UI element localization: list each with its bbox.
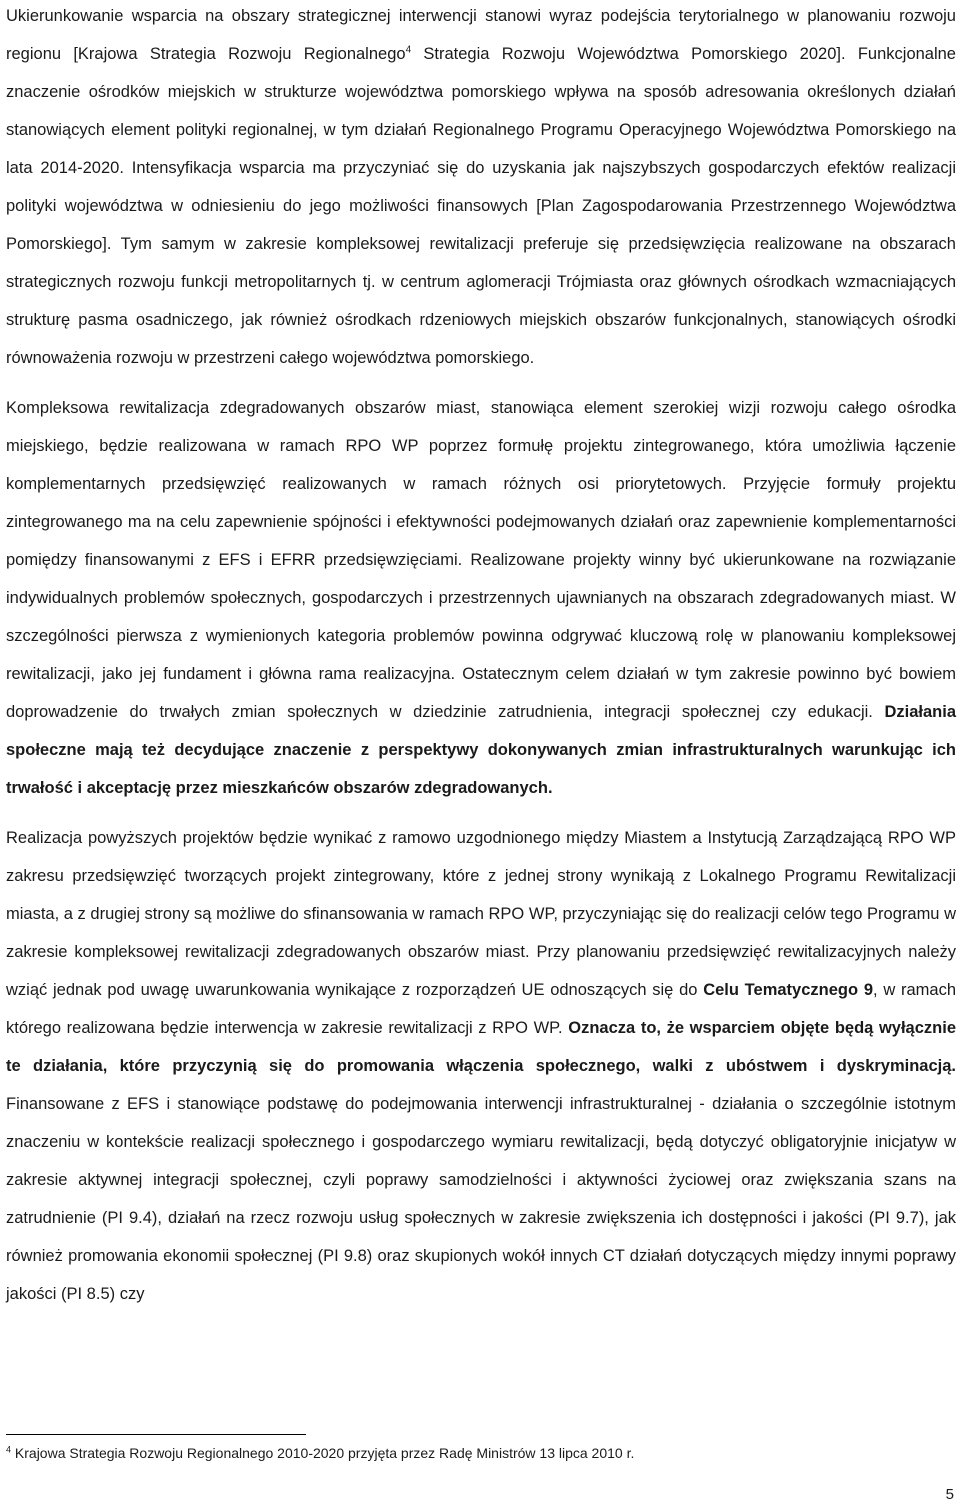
paragraph-3 <box>6 819 956 1313</box>
footnote-text: Krajowa Strategia Rozwoju Regionalnego 2010-2020 przyjęta przez Radę Ministrów 13 lipca 2010 r. <box>11 1445 635 1461</box>
document-body <box>6 0 956 1313</box>
page-number: 5 <box>945 1486 954 1503</box>
paragraph-1-text-b: Strategia Rozwoju Województwa Pomorskiego 2020]. Funkcjonalne znaczenie ośrodków miejskich w strukturze województwa pomorskiego wpływa na sposób adresowania określonych działań stanowiących element polityki regionalnej, w tym działań Regionalnego Programu Operacyjnego Województwa Pomorskiego na lata 2014-2020. Intensyfikacja wsparcia ma przyczyniać się do uzyskania jak najszybszych gospodarczych efektów realizacji polityki województwa w odniesieniu do jego możliwości finansowych [Plan Zagospodarowania Przestrzennego Województwa Pomorskiego]. Tym samym w zakresie kompleksowej rewitalizacji preferuje się przedsięwzięcia realizowane na obszarach strategicznych rozwoju funkcji metropolitarnych tj. w centrum aglomeracji Trójmiasta oraz głównych ośrodkach wzmacniających strukturę pasma osadniczego, jak również ośrodkach rdzeniowych miejskich obszarów funkcjonalnych, stanowiących ośrodki równoważenia rozwoju w przestrzeni całego województwa pomorskiego. <box>6 45 956 367</box>
paragraph-2-text: Kompleksowa rewitalizacja zdegradowanych obszarów miast, stanowiąca element szerokiej wizji rozwoju całego ośrodka miejskiego, będzie realizowana w ramach RPO WP poprzez formułę projektu zintegrowanego, która umożliwia łączenie komplementarnych przedsięwzięć realizowanych w ramach różnych osi priorytetowych. Przyjęcie formuły projektu zintegrowanego ma na celu zapewnienie spójności i efektywności podejmowanych działań oraz zapewnienie komplementarności pomiędzy finansowanymi z EFS i EFRR przedsięwzięciami. Realizowane projekty winny być ukierunkowane na rozwiązanie indywidualnych problemów społecznych, gospodarczych i przestrzennych ujawnianych na obszarach zdegradowanych miast. W szczególności pierwsza z wymienionych kategoria problemów powinna odgrywać kluczową rolę w planowaniu kompleksowej rewitalizacji, jako jej fundament i główna rama realizacyjna. Ostatecznym celem działań w tym zakresie powinno być bowiem doprowadzenie do trwałych zmian społecznych w dziedzinie zatrudnienia, integracji społecznej czy edukacji. <box>6 399 956 721</box>
footnote-reference: 4 <box>405 44 412 56</box>
paragraph-3-bold-cel: Celu Tematycznego 9 <box>703 981 873 999</box>
paragraph-2 <box>6 389 956 807</box>
paragraph-1-text-a: Ukierunkowanie wsparcia na obszary strategicznej interwencji stanowi wyraz podejścia terytorialnego w planowaniu rozwoju regionu [Krajowa Strategia Rozwoju Regionalnego <box>6 7 956 63</box>
footnote-number: 4 <box>6 1444 12 1455</box>
footnote-separator <box>6 1434 306 1435</box>
paragraph-2-bold-text: Działania społeczne mają też decydujące znaczenie z perspektywy dokonywanych zmian infrastrukturalnych warunkując ich trwałość i akceptację przez mieszkańców obszarów zdegradowanych. <box>6 703 956 797</box>
paragraph-3-text-c: Finansowane z EFS i stanowiące podstawę do podejmowania interwencji infrastrukturalnej - działania o szczególnie istotnym znaczeniu w kontekście realizacji społecznego i gospodarczego wymiaru rewitalizacji, będą dotyczyć obligatoryjnie inicjatyw w zakresie aktywnej integracji społecznej, czyli poprawy samodzielności i aktywności życiowej oraz zwiększania szans na zatrudnienie (PI 9.4), działań na rzecz rozwoju usług społecznych w zakresie zwiększenia ich dostępności i jakości (PI 9.7), jak również promowania ekonomii społecznej (PI 9.8) oraz skupionych wokół innych CT działań dotyczących między innymi poprawy jakości (PI 8.5) czy <box>6 1095 956 1303</box>
footnote <box>6 1444 634 1462</box>
paragraph-3-bold-oznacza: Oznacza to, że wsparciem objęte będą wyłącznie te działania, które przyczynią się do promowania włączenia społecznego, walki z ubóstwem i dyskryminacją. <box>6 1019 957 1075</box>
paragraph-1 <box>6 0 956 377</box>
paragraph-3-text-a: Realizacja powyższych projektów będzie wynikać z ramowo uzgodnionego między Miastem a Instytucją Zarządzającą RPO WP zakresu przedsięwzięć tworzących projekt zintegrowany, które z jednej strony wynikają z Lokalnego Programu Rewitalizacji miasta, a z drugiej strony są możliwe do sfinansowania w ramach RPO WP, przyczyniając się do realizacji celów tego Programu w zakresie kompleksowej rewitalizacji zdegradowanych obszarów miast. Przy planowaniu przedsięwzięć rewitalizacyjnych należy wziąć jednak pod uwagę uwarunkowania wynikające z rozporządzeń UE odnoszących się do <box>6 829 956 999</box>
paragraph-3-text-b: , w ramach którego realizowana będzie interwencja w zakresie rewitalizacji z RPO WP. <box>6 981 956 1037</box>
